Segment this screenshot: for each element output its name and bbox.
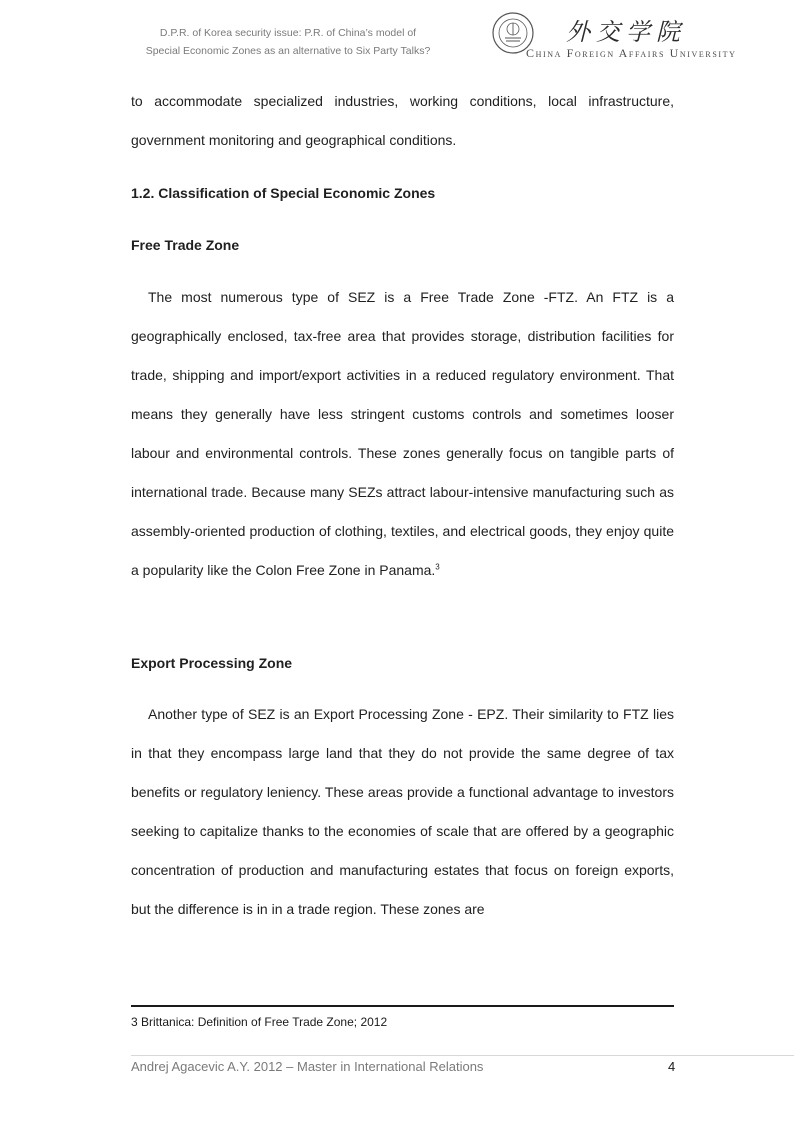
page-number: 4	[668, 1059, 676, 1074]
university-logo-english: China Foreign Affairs University	[526, 46, 737, 60]
footer-author: Andrej Agacevic A.Y. 2012 – Master in International Relations	[131, 1059, 484, 1074]
ftz-paragraph-block	[131, 278, 674, 590]
epz-heading-block	[131, 653, 674, 673]
section-heading-block	[131, 183, 674, 203]
section-heading: 1.2. Classification of Special Economic Zones	[131, 185, 436, 201]
header-title-line-1: D.P.R. of Korea security issue: P.R. of China’s model of	[159, 27, 417, 39]
intro-paragraph-block	[131, 82, 674, 160]
epz-paragraph: Another type of SEZ is an Export Processing Zone - EPZ. Their similarity to FTZ lies in that they encompass large land that they do not provide the same degree of tax benefits or regulatory leniency. These areas provide a functional advantage to investors seeking to capitalize thanks to the economies of scale that are offered by a geographic concentration of production and manufacturing estates that focus on foreign exports, but the difference is in in a trade region. These zones are	[131, 706, 674, 917]
ftz-heading-block	[131, 235, 674, 255]
intro-paragraph: to accommodate specialized industries, working conditions, local infrastructure, government monitoring and geographical conditions.	[131, 93, 674, 148]
ftz-heading: Free Trade Zone	[131, 237, 240, 253]
footnote-divider	[131, 1005, 674, 1007]
university-logo-chinese: 外交学院	[566, 18, 686, 46]
footer-divider	[131, 1055, 794, 1056]
footnote-reference[interactable]: 3	[435, 562, 440, 572]
epz-paragraph-block	[131, 695, 674, 929]
header-title-line-2: Special Economic Zones as an alternative to Six Party Talks?	[145, 45, 431, 57]
footnote-text: 3 Brittanica: Definition of Free Trade Zone; 2012	[131, 1015, 388, 1029]
running-header-title	[130, 24, 446, 60]
ftz-paragraph-text: The most numerous type of SEZ is a Free Trade Zone -FTZ. An FTZ is a geographically enclosed, tax-free area that provides storage, distribution facilities for trade, shipping and import/export activities in a reduced regulatory environment. That means they generally have less stringent customs controls and sometimes looser labour and environmental controls. These zones generally focus on tangible parts of international trade. Because many SEZs attract labour-intensive manufacturing such as assembly-oriented production of clothing, textiles, and electrical goods, they enjoy quite a popularity like the Colon Free Zone in Panama.	[131, 289, 674, 578]
epz-heading: Export Processing Zone	[131, 655, 293, 671]
ftz-paragraph	[131, 278, 674, 590]
